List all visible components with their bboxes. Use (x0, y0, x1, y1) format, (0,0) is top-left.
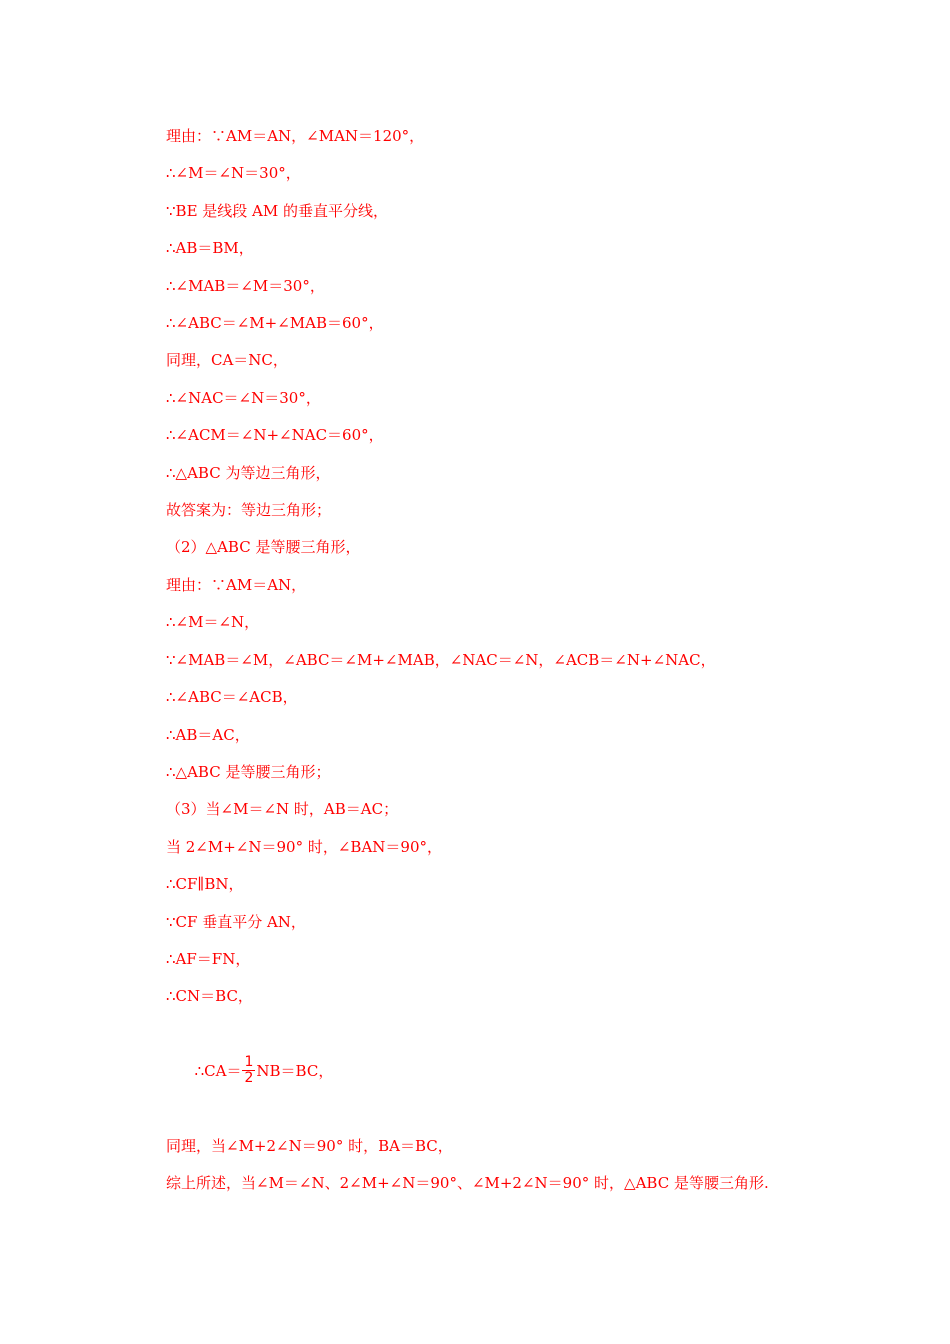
text-line: ∴△ABC 为等边三角形， (166, 463, 331, 482)
text-line: ∵BE 是线段 AM 的垂直平分线， (166, 201, 389, 220)
text-line: 同理，当∠M+2∠N＝90° 时，BA＝BC， (166, 1136, 453, 1155)
text-line: ∴AB＝BM， (166, 239, 254, 258)
fraction-line-prefix: ∴CA＝ (194, 1062, 242, 1081)
text-line: ∴CN＝BC， (166, 987, 253, 1006)
text-line: ∴∠ACM＝∠N+∠NAC＝60°， (166, 426, 384, 445)
text-line: ∴∠ABC＝∠M+∠MAB＝60°， (166, 314, 384, 333)
fraction-line-suffix: NB＝BC， (256, 1062, 334, 1081)
text-line: ∴∠MAB＝∠M＝30°， (166, 276, 325, 295)
text-line: 故答案为：等边三角形； (166, 501, 332, 520)
text-line: ∴△ABC 是等腰三角形； (166, 762, 331, 781)
text-line: ∴CF∥BN， (166, 875, 244, 894)
fraction-line (166, 1016, 816, 1128)
solution-text (166, 118, 816, 1203)
text-line: ∴AB＝AC， (166, 725, 250, 744)
text-line: ∴∠ABC＝∠ACB， (166, 688, 298, 707)
text-line: ∴∠M＝∠N＝30°， (166, 164, 301, 183)
text-line: ∵∠MAB＝∠M，∠ABC＝∠M+∠MAB，∠NAC＝∠N，∠ACB＝∠N+∠NAC， (166, 650, 716, 669)
text-line: ∴∠M＝∠N， (166, 613, 260, 632)
text-line: ∴∠NAC＝∠N＝30°， (166, 388, 321, 407)
text-line: 理由：∵AM＝AN， (166, 575, 307, 594)
text-line: ∴AF＝FN， (166, 949, 251, 968)
text-line: （3）当∠M＝∠N 时，AB＝AC； (166, 800, 399, 819)
fraction-denominator: 2 (244, 1069, 254, 1086)
fraction-numerator: 1 (244, 1053, 254, 1070)
text-line: 理由：∵AM＝AN，∠MAN＝120°， (166, 127, 425, 145)
text-line: 综上所述，当∠M＝∠N、2∠M+∠N＝90°、∠M+2∠N＝90° 时，△ABC 是等腰三角形. (166, 1174, 769, 1193)
text-line: 当 2∠M+∠N＝90° 时，∠BAN＝90°， (166, 837, 442, 856)
fraction (242, 1055, 255, 1085)
text-line: ∵CF 垂直平分 AN， (166, 912, 306, 931)
text-line: 同理，CA＝NC， (166, 351, 288, 370)
text-line: （2）△ABC 是等腰三角形， (166, 538, 361, 557)
